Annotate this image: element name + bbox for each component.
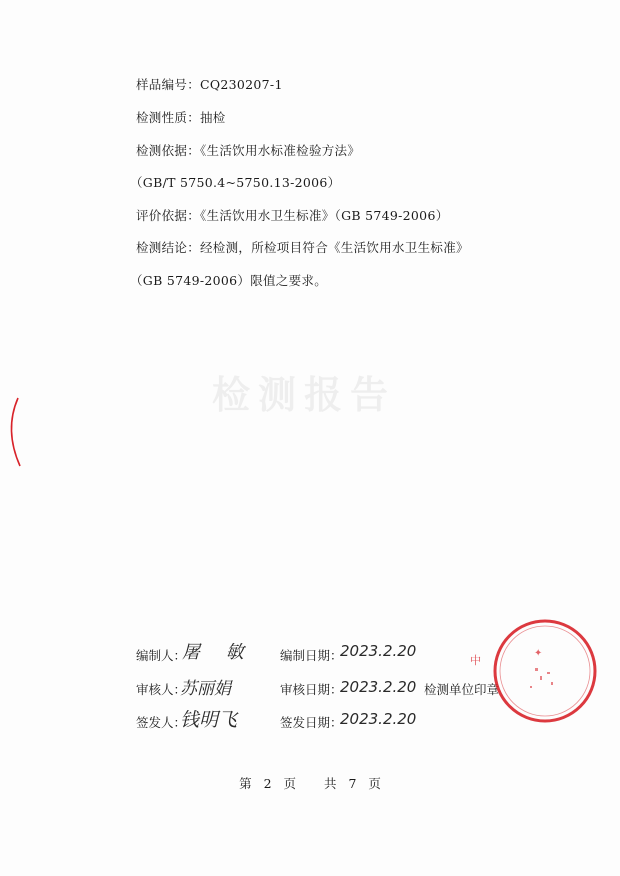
page-number: 2 [263,776,272,791]
approver-signature: 钱明飞 [180,709,238,731]
compile-date: 2023.2.20 [340,642,417,660]
approver-label: 签发人： [136,715,187,730]
review-date: 2023.2.20 [340,678,417,696]
seal-label: 检测单位印章 [424,682,500,697]
test-basis: 检测依据：《生活饮用水标准检验方法》 [136,143,361,158]
test-conclusion: 检测结论：经检测，所检项目符合《生活饮用水卫生标准》 [136,240,469,255]
test-basis-standard: （GB/T 5750.4~5750.13-2006） [130,175,341,190]
svg-text:中: 中 [470,654,481,667]
page-prefix: 第 [239,776,252,791]
test-conclusion-cont: （GB 5749-2006）限值之要求。 [130,273,327,288]
total-unit: 页 [368,776,381,791]
approve-date: 2023.2.20 [340,710,417,728]
review-date-label: 审核日期： [280,682,343,697]
total-prefix: 共 [323,776,337,791]
sample-number: 样品编号：CQ230207-1 [136,77,283,92]
seal-edge-mark [0,392,30,472]
total-number: 7 [348,776,357,791]
approve-date-label: 签发日期： [280,715,343,730]
inspection-seal-icon [450,616,620,726]
bleed-through-title: 检测报告 [212,372,397,417]
compiler-label: 编制人： [136,648,187,663]
page-footer [0,774,620,792]
compiler-signature: 屠 敏 [182,642,254,663]
test-nature: 检测性质：抽检 [136,110,226,125]
page-unit: 页 [283,776,297,791]
reviewer-label: 审核人： [136,682,187,697]
compile-date-label: 编制日期： [280,648,343,663]
svg-text:✦: ✦ [534,648,543,659]
reviewer-signature: 苏丽娟 [180,679,231,699]
evaluation-basis: 评价依据：《生活饮用水卫生标准》（GB 5749-2006） [136,208,449,223]
